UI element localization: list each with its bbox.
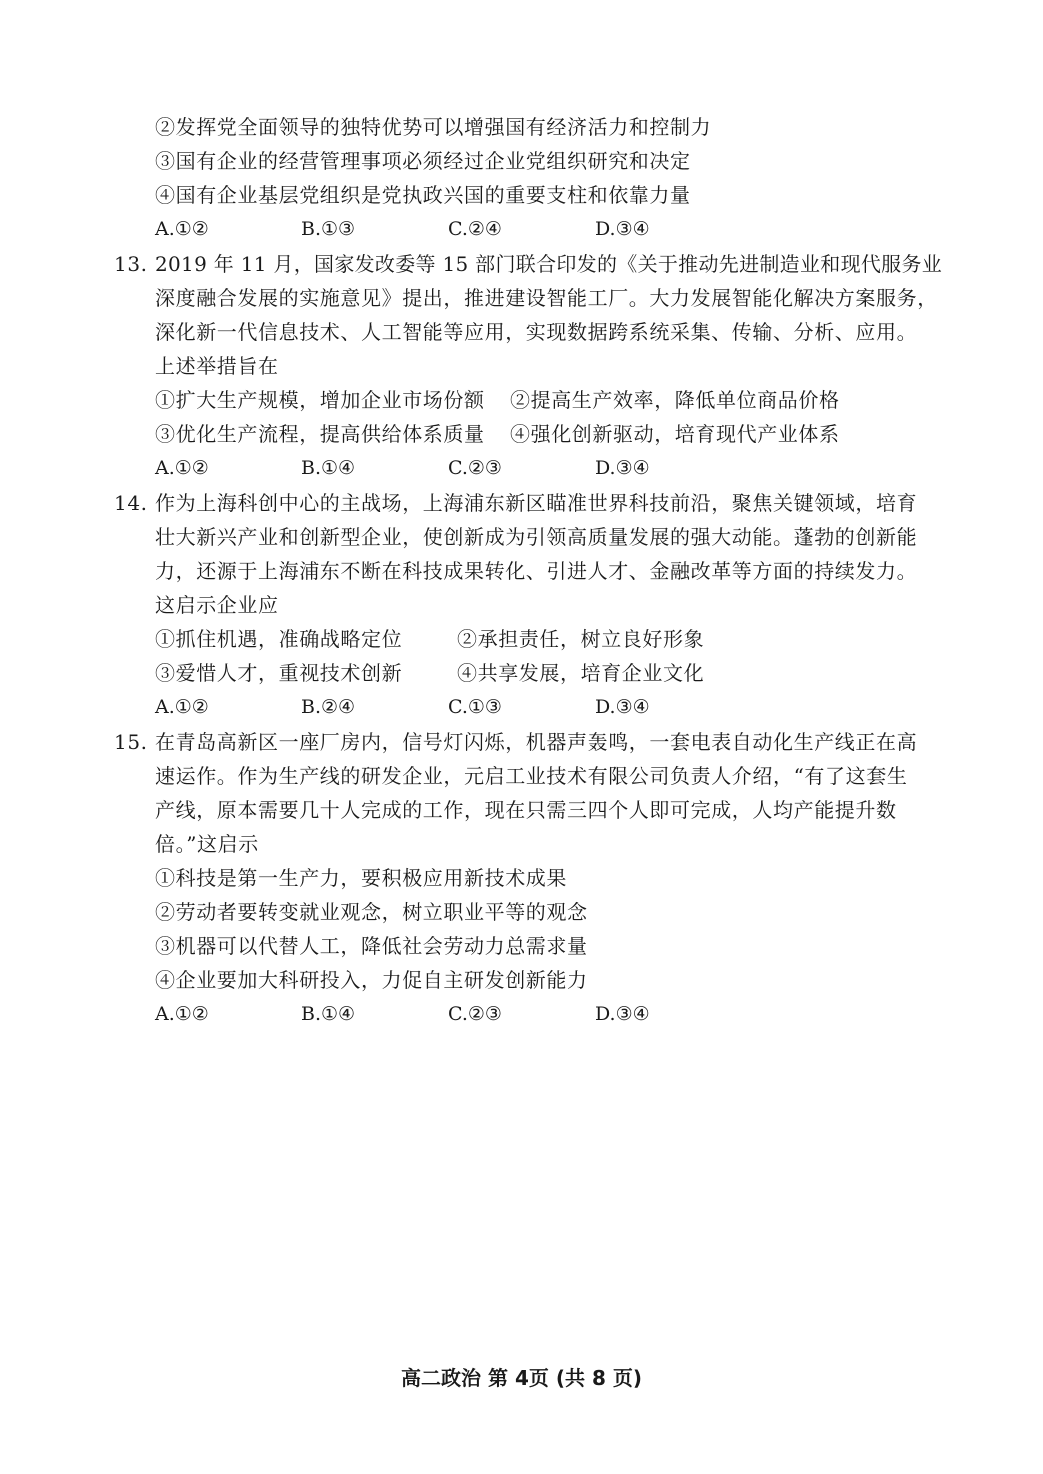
q14-stem-line: 壮大新兴产业和创新型企业，使创新成为引领高质量发展的强大动能。蓬勃的创新能 (155, 525, 918, 549)
q14-statement-3: ③爱惜人才，重视技术创新 (155, 661, 403, 685)
q13-statements-row-2 (155, 420, 875, 448)
q14-statements-row-1 (155, 625, 755, 653)
q12-statement-2: ②发挥党全面领导的独特优势可以增强国有经济活力和控制力 (155, 115, 712, 139)
q15-option-d[interactable]: D.③④ (595, 1003, 650, 1025)
q13-stem-line: 2019 年 11 月，国家发改委等 15 部门联合印发的《关于推动先进制造业和现代服务业 (155, 252, 943, 276)
q14-option-c[interactable]: C.①③ (448, 696, 502, 718)
q13-statement-3: ③优化生产流程，提高供给体系质量 (155, 422, 485, 446)
q14-statement-4: ④共享发展，培育企业文化 (457, 661, 705, 685)
q12-option-d[interactable]: D.③④ (595, 218, 650, 240)
q12-option-a[interactable]: A.①② (155, 218, 209, 240)
q13-stem-line: 深度融合发展的实施意见》提出，推进建设智能工厂。大力发展智能化解决方案服务， (155, 286, 938, 310)
q13-option-d[interactable]: D.③④ (595, 457, 650, 479)
q14-number: 14. (114, 491, 148, 515)
q13-statement-2: ②提高生产效率，降低单位商品价格 (510, 388, 840, 412)
q15-statement-1: ①科技是第一生产力，要积极应用新技术成果 (155, 866, 567, 890)
q15-stem-line: 产线，原本需要几十人完成的工作，现在只需三四个人即可完成，人均产能提升数 (155, 798, 897, 822)
q14-statements-row-2 (155, 659, 755, 687)
q15-stem-line: 在青岛高新区一座厂房内，信号灯闪烁，机器声轰鸣，一套电表自动化生产线正在高 (155, 730, 918, 754)
q15-statement-4: ④企业要加大科研投入，力促自主研发创新能力 (155, 968, 588, 992)
q15-options (155, 1000, 775, 1028)
q13-stem-line: 上述举措旨在 (155, 354, 279, 378)
q13-number: 13. (114, 252, 148, 276)
q14-statement-2: ②承担责任，树立良好形象 (457, 627, 705, 651)
q13-statement-4: ④强化创新驱动，培育现代产业体系 (510, 422, 840, 446)
q14-option-a[interactable]: A.①② (155, 696, 209, 718)
q13-option-b[interactable]: B.①④ (301, 457, 356, 479)
q15-option-a[interactable]: A.①② (155, 1003, 209, 1025)
q14-stem-line: 这启示企业应 (155, 593, 279, 617)
q12-options (155, 215, 775, 243)
q13-statements-row-1 (155, 386, 875, 414)
q15-option-c[interactable]: C.②③ (448, 1003, 502, 1025)
q15-stem-line: 速运作。作为生产线的研发企业，元启工业技术有限公司负责人介绍，“有了这套生 (155, 764, 908, 788)
q15-option-b[interactable]: B.①④ (301, 1003, 356, 1025)
q13-option-a[interactable]: A.①② (155, 457, 209, 479)
q15-number: 15. (114, 730, 148, 754)
q15-statement-3: ③机器可以代替人工，降低社会劳动力总需求量 (155, 934, 588, 958)
q14-options (155, 693, 775, 721)
q12-option-c[interactable]: C.②④ (448, 218, 502, 240)
q12-statement-4: ④国有企业基层党组织是党执政兴国的重要支柱和依靠力量 (155, 183, 691, 207)
page-footer: 高二政治 第 4页 (共 8 页) (401, 1366, 642, 1390)
q14-stem-line: 作为上海科创中心的主战场，上海浦东新区瞄准世界科技前沿，聚焦关键领域，培育 (155, 491, 918, 515)
q13-statement-1: ①扩大生产规模，增加企业市场份额 (155, 388, 485, 412)
q15-stem-line: 倍。”这启示 (155, 832, 259, 856)
q15-statement-2: ②劳动者要转变就业观念，树立职业平等的观念 (155, 900, 588, 924)
q12-statement-3: ③国有企业的经营管理事项必须经过企业党组织研究和决定 (155, 149, 691, 173)
q14-statement-1: ①抓住机遇，准确战略定位 (155, 627, 403, 651)
q14-option-b[interactable]: B.②④ (301, 696, 356, 718)
q12-option-b[interactable]: B.①③ (301, 218, 356, 240)
q13-options (155, 454, 775, 482)
q14-stem-line: 力，还源于上海浦东不断在科技成果转化、引进人才、金融改革等方面的持续发力。 (155, 559, 918, 583)
q13-stem-line: 深化新一代信息技术、人工智能等应用，实现数据跨系统采集、传输、分析、应用。 (155, 320, 918, 344)
q13-option-c[interactable]: C.②③ (448, 457, 502, 479)
q14-option-d[interactable]: D.③④ (595, 696, 650, 718)
